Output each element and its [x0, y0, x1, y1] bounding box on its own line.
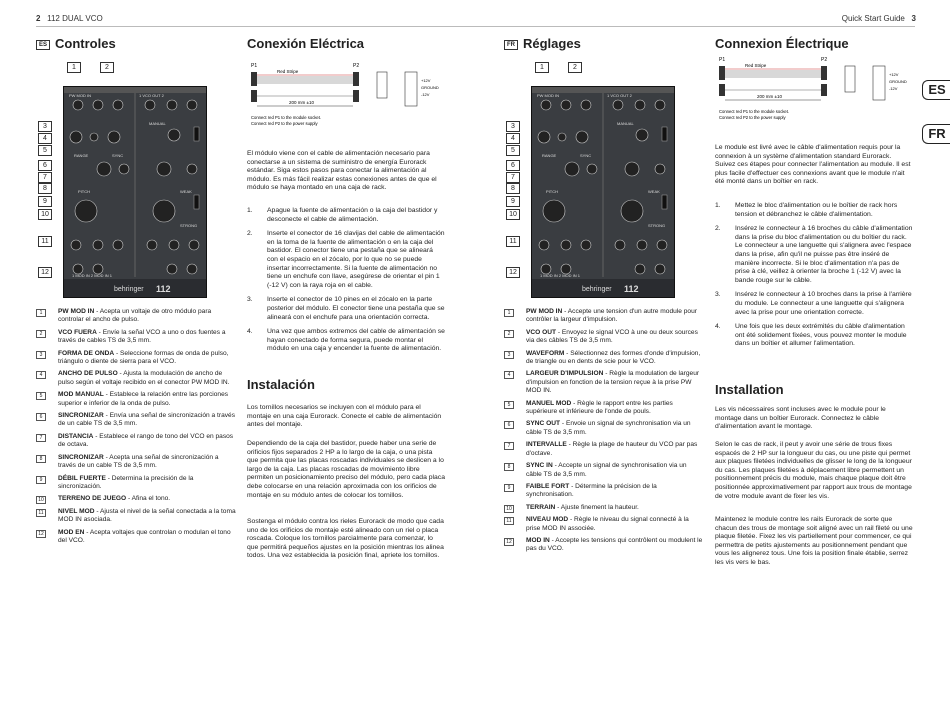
language-tag: ES: [36, 40, 50, 50]
callout-4: 4: [506, 133, 520, 144]
callout-8: 8: [38, 183, 52, 194]
list-item: 5 MOD MANUAL - Establece la relación entre las porciones superior e inferior de la onda de pulso.: [36, 391, 236, 408]
controls-list-es: [36, 308, 236, 549]
list-item: 10 TERRENO DE JUEGO - Afina el tono.: [36, 495, 236, 503]
list-item: 9 DÉBIL FUERTE - Determina la precisión de la sincronización.: [36, 475, 236, 492]
page-header-right: [842, 14, 916, 23]
list-item: 8 SYNC IN - Accepte un signal de synchronisation via un câble TS de 3,5 mm.: [504, 462, 704, 479]
callout-1: 1: [67, 62, 81, 73]
power-cable-graphic: [715, 54, 915, 126]
list-item: 1. Mettez le bloc d'alimentation ou le boîtier de rack hors tension et débranchez le câble d'alimentation.: [715, 202, 898, 218]
list-item: 12 MOD EN - Acepta voltajes que controlan o modulan el tono del VCO.: [36, 529, 236, 546]
list-item: 6 SYNC OUT - Envoie un signal de synchronisation via un câble TS de 3,5 mm.: [504, 420, 704, 437]
list-item: 1. Apague la fuente de alimentación o la caja del bastidor y desconecte el cable de alimentación.: [247, 207, 438, 223]
callout-7: 7: [38, 172, 52, 183]
list-item: 4. Une fois que les deux extrémités du câble d'alimentation ont été solidement fixées, vous pouvez monter le module dans un boîtier et allumer l'alimentation.: [715, 323, 907, 348]
svg-text:112: 112: [156, 284, 171, 294]
header-rule: [36, 26, 915, 27]
callout-6: 6: [506, 160, 520, 171]
callout-12: 12: [38, 267, 52, 278]
svg-text:P2: P2: [821, 57, 828, 63]
language-tag: FR: [504, 40, 518, 50]
svg-text:MANUAL: MANUAL: [149, 121, 166, 126]
callout-9: 9: [38, 196, 52, 207]
connection-steps-fr: [715, 202, 913, 355]
list-item: 4 LARGEUR D'IMPULSION - Règle la modulation de largeur d'impulsion en fonction de la tension reçue à la prise PW MOD IN.: [504, 370, 704, 395]
section-title-connection-fr: Connexion Électrique: [715, 36, 849, 51]
installation-p3-fr: Maintenez le module contre les rails Eurorack de sorte que chacun des trous de montage soit aligné avec un rail fileté ou une plaque filetée. Fixez les vis partiellement pour commencer, ce qui permettra de petits ajustements au positionnement pendant que vous les alignerez tous. Une fois la position finale établie, serrez les vis vers le bas.: [715, 516, 913, 566]
section-title-controls-fr: FR Réglages: [504, 36, 581, 51]
list-item: 12 MOD IN - Accepte les tensions qui contrôlent ou modulent le pas du VCO.: [504, 537, 704, 554]
callout-6: 6: [38, 160, 52, 171]
callout-8: 8: [506, 183, 520, 194]
connection-steps-es: [247, 207, 445, 360]
installation-p2-es: Dependiendo de la caja del bastidor, puede haber una serie de orificios fijos separados 2 HP a lo largo de la caja, o una pista que permita que las placas roscadas individuales se deslicen a lo largo de la caja. Las placas roscadas de movimiento libre permiten un posicionamiento preciso del módulo, pero cada placa debe colocarse en una relación aproximada con los orificios de montaje en su módulo antes de colocar los tornillos.: [247, 440, 445, 499]
list-item: 2 VCO OUT - Envoyez le signal VCO à une ou deux sources via des câbles TS de 3,5 mm.: [504, 329, 704, 346]
svg-text:STRONG: STRONG: [648, 223, 666, 228]
callout-10: 10: [38, 209, 52, 220]
callout-5: 5: [506, 145, 520, 156]
language-tab-es[interactable]: ES: [922, 80, 950, 100]
doc-title: 112 DUAL VCO: [47, 14, 103, 23]
svg-text:-12V: -12V: [421, 92, 430, 97]
svg-text:1 MOD IN 2 MOD IN 1: 1 MOD IN 2 MOD IN 1: [72, 273, 113, 278]
connection-intro-es: El módulo viene con el cable de alimentación necesario para conectarse a un sistema de suministro de energía Eurorack estándar. Siga estos pasos para conectar la alimentación al módulo. Es más fácil realizar estas conexiones antes de que el módulo se haya montado en una caja de rack.: [247, 150, 437, 192]
svg-text:Connect red P1 to the module s: Connect red P1 to the module socket.: [719, 109, 790, 114]
svg-text:P1: P1: [251, 63, 258, 69]
list-item: 10 TERRAIN - Ajuste finement la hauteur.: [504, 504, 704, 512]
svg-text:-12V: -12V: [889, 86, 898, 91]
page-number: 3: [911, 14, 916, 23]
list-item: 7 DISTANCIA - Establece el rango de tono del VCO en pasos de octava.: [36, 433, 236, 450]
list-item: 3 FORMA DE ONDA - Seleccione formas de onda de pulso, triángulo o diente de sierra para el VCO.: [36, 350, 236, 367]
list-item: 11 NIVEAU MOD - Règle le niveau du signal connecté à la prise MOD IN associée.: [504, 516, 704, 533]
module-panel-illustration: [531, 86, 675, 298]
list-item: 4 ANCHO DE PULSO - Ajusta la modulación de ancho de pulso según el voltaje recibido en el conector PW MOD IN.: [36, 370, 236, 387]
callout-2: 2: [100, 62, 114, 73]
brand-logo: behringer: [114, 286, 144, 293]
list-item: 2. Inserte el conector de 16 clavijas del cable de alimentación en la toma de la fuente de alimentación o en la caja del bastidor. El conector tiene una pestaña que se alineará con el espacio en el zócalo, por lo que no se puede insertar incorrectamente. Si la fuente de alimentación no tiene un enchufe con llave, asegúrese de orientar el pin 1 (-12 V) con la raya roja en el cable.: [247, 230, 445, 289]
svg-text:+12V: +12V: [889, 72, 899, 77]
page-header-left: [36, 14, 103, 23]
svg-text:WEAK: WEAK: [648, 189, 660, 194]
callout-9: 9: [506, 196, 520, 207]
svg-text:P1: P1: [719, 57, 726, 63]
callout-1: 1: [535, 62, 549, 73]
svg-text:1 MOD IN 2 MOD IN 1: 1 MOD IN 2 MOD IN 1: [540, 273, 581, 278]
list-item: 5 MANUEL MOD - Règle le rapport entre les parties supérieure et inférieure de l'onde de pouls.: [504, 400, 704, 417]
svg-text:Connect red P2 to the power su: Connect red P2 to the power supply: [719, 115, 786, 120]
callout-11: 11: [506, 236, 520, 247]
svg-text:SYNC: SYNC: [580, 153, 592, 158]
section-title-connection-es: Conexión Eléctrica: [247, 36, 365, 51]
list-item: 7 INTERVALLE - Règle la plage de hauteur du VCO par pas d'octave.: [504, 441, 704, 458]
svg-text:+12V: +12V: [421, 78, 431, 83]
list-item: 8 SINCRONIZAR - Acepta una señal de sincronización a través de un cable TS de 3,5 mm.: [36, 454, 236, 471]
svg-text:SYNC: SYNC: [112, 153, 124, 158]
list-item: 3. Insérez le connecteur à 10 broches dans la prise à l'arrière du module. Le connecteur a une languette qui s'alignera avec la prise pour une orientation correcte.: [715, 291, 912, 316]
svg-text:PITCH: PITCH: [78, 189, 90, 194]
installation-p2-fr: Selon le cas de rack, il peut y avoir une série de trous fixes espacés de 2 HP sur la longueur du cas, ou une piste qui permet aux plaques filetées individuelles de glisser le long de la longueur du cas. Les plaques filetées à déplacement libre permettent un positionnement précis du module, mais chaque plaque doit être positionnée approximativement par rapport aux trous de montage de votre module avant de fixer les vis.: [715, 441, 912, 500]
svg-text:200 mm ±10: 200 mm ±10: [289, 100, 314, 105]
power-cable-diagram: [247, 60, 447, 132]
svg-text:GROUND: GROUND: [889, 79, 907, 84]
list-item: 2 VCO FUERA - Envíe la señal VCO a uno o dos fuentes a través de cables TS de 3,5 mm.: [36, 329, 236, 346]
svg-text:P2: P2: [353, 63, 360, 69]
callout-4: 4: [38, 133, 52, 144]
svg-text:1 VCO OUT 2: 1 VCO OUT 2: [139, 93, 164, 98]
svg-text:RANGE: RANGE: [542, 153, 557, 158]
svg-text:WEAK: WEAK: [180, 189, 192, 194]
language-tab-fr[interactable]: FR: [922, 124, 950, 144]
brand-logo: behringer: [582, 286, 612, 293]
guide-title: Quick Start Guide: [841, 14, 905, 23]
list-item: 1 PW MOD IN - Accepte une tension d'un autre module pour contrôler la largeur d'impulsion.: [504, 308, 704, 325]
module-panel-illustration: [63, 86, 207, 298]
svg-text:1 VCO OUT 2: 1 VCO OUT 2: [607, 93, 632, 98]
svg-text:RANGE: RANGE: [74, 153, 89, 158]
page-number: 2: [36, 14, 41, 23]
callout-7: 7: [506, 172, 520, 183]
callout-5: 5: [38, 145, 52, 156]
section-title-installation-es: Instalación: [247, 377, 315, 392]
callout-2: 2: [568, 62, 582, 73]
list-item: 6 SINCRONIZAR - Envía una señal de sincronización a través de un cable TS de 3,5 mm.: [36, 412, 236, 429]
list-item: 4. Una vez que ambos extremos del cable de alimentación se hayan conectado de forma segura, puede montar el módulo en una caja y encender la fuente de alimentación.: [247, 328, 445, 353]
svg-text:Red Stripe: Red Stripe: [277, 69, 299, 74]
module-panel-graphic: [64, 87, 206, 297]
svg-text:Connect red P2 to the power su: Connect red P2 to the power supply: [251, 121, 318, 126]
svg-text:PW MOD IN: PW MOD IN: [69, 93, 91, 98]
installation-p3-es: Sostenga el módulo contra los rieles Eurorack de modo que cada uno de los orificios de montaje esté alineado con un riel o placa roscada. Coloque los tornillos parcialmente para comenzar, lo que permitirá pequeños ajustes en la posición mientras los alinea todos. Una vez establecida la posición final, apriete los tornillos.: [247, 518, 444, 560]
module-panel-graphic: [532, 87, 674, 297]
callout-3: 3: [38, 121, 52, 132]
list-item: 1 PW MOD IN - Acepta un voltaje de otro módulo para controlar el ancho de pulso.: [36, 308, 236, 325]
svg-text:PW MOD IN: PW MOD IN: [537, 93, 559, 98]
svg-text:Connect red P1 to the module s: Connect red P1 to the module socket.: [251, 115, 322, 120]
list-item: 2. Insérez le connecteur à 16 broches du câble d'alimentation dans la prise du bloc d'alimentation ou du boîtier du rack. Le connecteur a une languette qui s'alignera avec l'espace dans la prise, afin qu'il ne puisse pas être inséré de manière incorrecte. Si le bloc d'alimentation n'a pas de prise à clé, veillez à orienter la broche 1 (-12 V) avec la bande rouge sur le câble.: [715, 225, 913, 284]
connection-intro-fr: Le module est livré avec le câble d'alimentation requis pour la connexion à un système d'alimentation standard Eurorack. Suivez ces étapes pour connecter l'alimentation au module. Il est plus facile d'effectuer ces connexions avant que le module n'ait été monté dans un boîtier en rack.: [715, 144, 911, 186]
svg-text:200 mm ±10: 200 mm ±10: [757, 94, 782, 99]
list-item: 3. Inserte el conector de 10 pines en el zócalo en la parte posterior del módulo. El conector tiene una pestaña que se alineará con el enchufe para una orientación correcta.: [247, 296, 445, 321]
section-title-controls-es: ES Controles: [36, 36, 116, 51]
svg-text:MANUAL: MANUAL: [617, 121, 634, 126]
callout-11: 11: [38, 236, 52, 247]
installation-p1-fr: Les vis nécessaires sont incluses avec le module pour le montage dans un boîtier Eurorack. Connectez le câble d'alimentation avant le montage.: [715, 406, 886, 431]
list-item: 11 NIVEL MOD - Ajusta el nivel de la señal conectada a la toma MOD IN asociada.: [36, 508, 236, 525]
callout-10: 10: [506, 209, 520, 220]
callout-12: 12: [506, 267, 520, 278]
section-title-installation-fr: Installation: [715, 382, 784, 397]
controls-list-fr: [504, 308, 704, 558]
list-item: 3 WAVEFORM - Sélectionnez des formes d'onde d'impulsion, de triangle ou en dents de scie pour le VCO.: [504, 350, 704, 367]
svg-text:STRONG: STRONG: [180, 223, 198, 228]
power-cable-graphic: [247, 60, 447, 132]
svg-text:Red Stripe: Red Stripe: [745, 63, 767, 68]
svg-text:112: 112: [624, 284, 639, 294]
svg-text:PITCH: PITCH: [546, 189, 558, 194]
list-item: 9 FAIBLE FORT - Détermine la précision de la synchronisation.: [504, 483, 704, 500]
callout-3: 3: [506, 121, 520, 132]
installation-p1-es: Los tornillos necesarios se incluyen con el módulo para el montaje en una caja Eurorack. Conecte el cable de alimentación antes del montaje.: [247, 404, 442, 429]
svg-text:GROUND: GROUND: [421, 85, 439, 90]
power-cable-diagram: [715, 54, 915, 126]
